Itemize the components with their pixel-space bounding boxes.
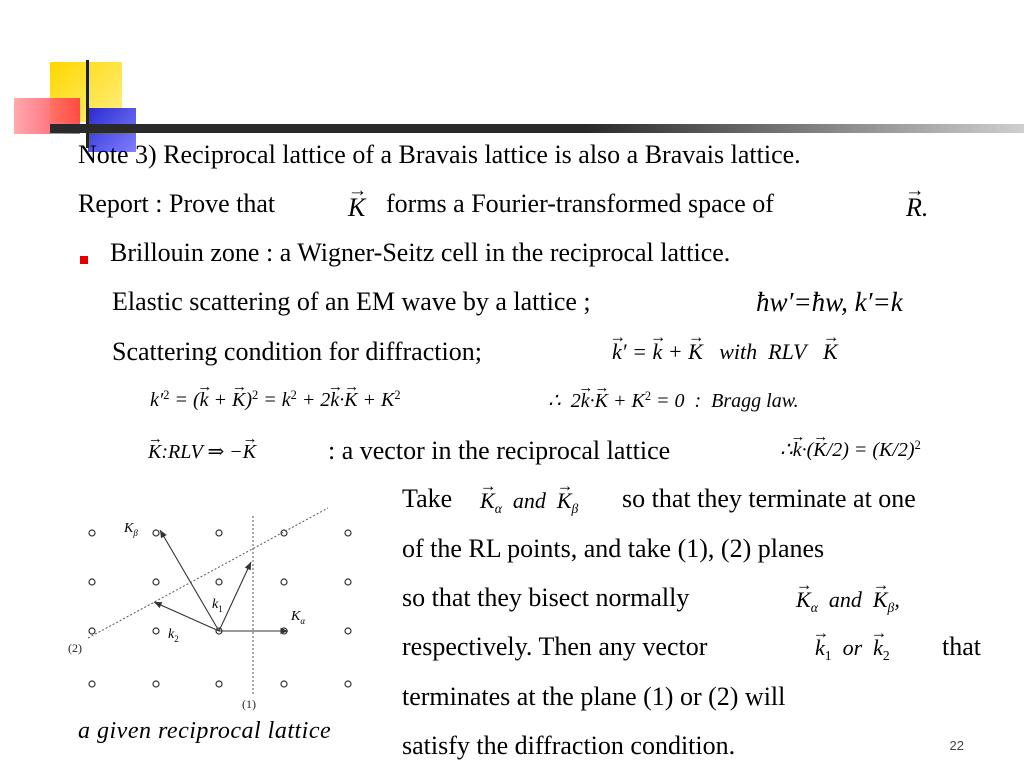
k1-or-k2: → $k_1$ or → $k_2$ xyxy=(815,635,890,664)
lattice-point xyxy=(345,530,351,536)
lattice-point xyxy=(153,628,159,634)
bragg-equation-right: ∴ $2\to k\cdot\to K + K^2 = 0$ : Bragg law. xyxy=(548,388,799,413)
lattice-point xyxy=(281,681,287,687)
note3-text: Note 3) Reciprocal lattice of a Bravais lattice is also a Bravais lattice. xyxy=(78,140,801,169)
lattice-point xyxy=(89,681,95,687)
half-k-equation: ∴→ $k\cdot(\to K/2) = (K/2)^2$ xyxy=(780,437,921,462)
lattice-point xyxy=(89,530,95,536)
brillouin-text: Brillouin zone : a Wigner-Seitz cell in the reciprocal lattice. xyxy=(110,238,731,267)
respectively-text-a: respectively. Then any vector xyxy=(402,632,708,661)
lattice-point xyxy=(345,579,351,585)
rlv-word: RLV xyxy=(768,339,807,364)
lattice-point xyxy=(345,681,351,687)
lattice-point xyxy=(216,681,222,687)
report-text-a: Report : Prove that xyxy=(78,189,276,218)
lattice-point xyxy=(153,579,159,585)
lattice-point xyxy=(153,530,159,536)
lattice-point xyxy=(153,681,159,687)
take-text-a: Take xyxy=(402,484,453,513)
k-beta-label: $K_\beta$ xyxy=(124,521,138,538)
vector-rl-text: : a vector in the reciprocal lattice xyxy=(328,436,671,465)
report-text-b: forms a Fourier-transformed space of xyxy=(386,189,774,218)
satisfy-text: satisfy the diffraction condition. xyxy=(402,731,736,760)
k1-arrow xyxy=(219,562,251,631)
deco-horizontal-bar xyxy=(50,124,1024,133)
k2-arrow xyxy=(154,602,219,631)
scattering-text: Scattering condition for diffraction; xyxy=(112,337,482,366)
k-alpha-and-k-beta-2: → $K_\alpha$ and → $K_\beta$, xyxy=(796,587,900,616)
k-alpha-label: $K_\alpha$ xyxy=(291,609,306,626)
reciprocal-lattice-diagram xyxy=(62,504,392,714)
lattice-point xyxy=(281,579,287,585)
elastic-text: Elastic scattering of an EM wave by a lattice ; xyxy=(112,287,591,316)
k-beta-arrow xyxy=(160,530,219,631)
scattering-equation: → k′ = → k + → K with RLV → K xyxy=(612,339,838,365)
terminates-text: terminates at the plane (1) or (2) will xyxy=(402,682,786,711)
bragg-law-label: Bragg law. xyxy=(711,390,799,412)
rl-points-text: of the RL points, and take (1), (2) planes xyxy=(402,534,825,563)
slide-number: 22 xyxy=(949,738,964,753)
lattice-point xyxy=(89,628,95,634)
deco-vertical-bar xyxy=(86,60,89,148)
bullet-square xyxy=(80,256,88,264)
elastic-equation: ħw′=ħw, k′=k xyxy=(756,287,903,317)
plane-1-label: (1) xyxy=(242,697,256,711)
k2-label: $k_2$ xyxy=(168,627,179,644)
lattice-point xyxy=(89,579,95,585)
lattice-point xyxy=(216,579,222,585)
k-alpha-and-k-beta: → $K_\alpha$ and → $K_\beta$ xyxy=(480,488,578,517)
k-rlv-implies: → K:RLV ⇒ −→ K xyxy=(148,439,256,464)
lattice-point xyxy=(345,628,351,634)
r-vector-symbol: → R xyxy=(906,193,922,223)
with-word: with xyxy=(719,339,758,364)
k1-label: $k_1$ xyxy=(212,597,223,614)
plane-2-label: (2) xyxy=(68,641,82,655)
diagram-caption: a given reciprocal lattice xyxy=(78,718,332,744)
bragg-equation-left: $k'^2$ = (→ k + → $K)^2 = k^2 + 2\to k\cdot\to K + K^2$ xyxy=(150,388,401,412)
bisect-text: so that they bisect normally xyxy=(402,583,690,612)
lattice-point xyxy=(216,530,222,536)
k-vector-symbol: → K xyxy=(348,193,365,223)
respectively-text-b: that xyxy=(942,632,981,661)
take-text-b: so that they terminate at one xyxy=(622,484,916,513)
